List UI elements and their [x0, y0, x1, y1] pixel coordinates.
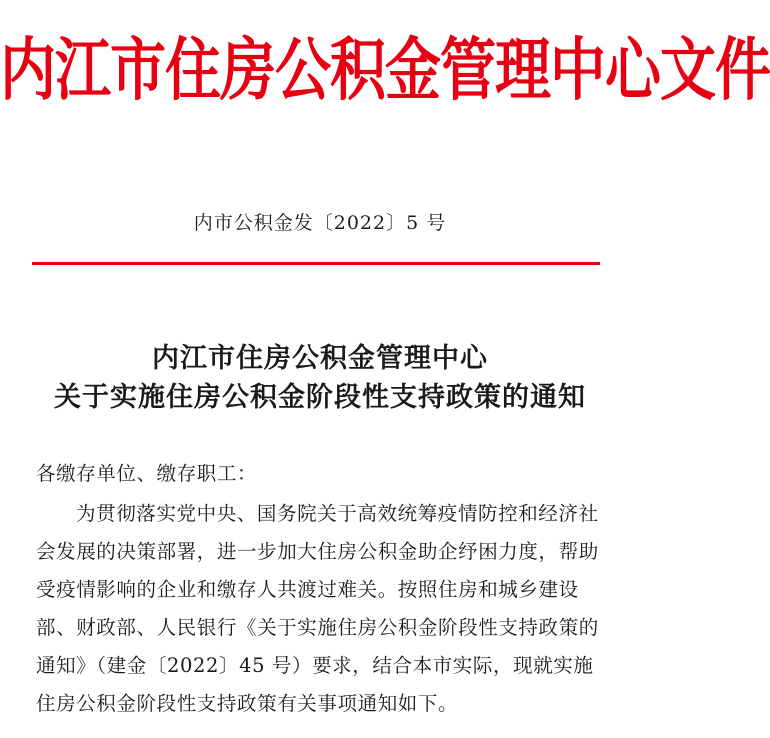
paragraph-line: 受疫情影响的企业和缴存人共渡过难关。按照住房和城乡建设 [36, 578, 579, 601]
paragraph-line: 通知》（建金〔2022〕45 号）要求，结合本市实际，现就实施 [36, 654, 594, 677]
notice-title-line-1: 内江市住房公积金管理中心 [152, 343, 488, 374]
paragraph-line: 部、财政部、人民银行《关于实施住房公积金阶段性支持政策的 [36, 616, 599, 639]
paragraph-line: 为贯彻落实党中央、国务院关于高效统筹疫情防控和经济社 [76, 502, 599, 525]
document-number: 内市公积金发〔2022〕5 号 [193, 212, 447, 234]
red-divider-line [32, 262, 600, 265]
masthead-title: 内江市住房公积金管理中心文件 [0, 31, 770, 111]
salutation: 各缴存单位、缴存职工： [36, 462, 258, 485]
paragraph-line: 住房公积金阶段性支持政策有关事项通知如下。 [36, 692, 459, 715]
paragraph-line: 会发展的决策部署，进一步加大住房公积金助企纾困力度，帮助 [36, 540, 599, 563]
notice-title-line-2: 关于实施住房公积金阶段性支持政策的通知 [54, 382, 586, 413]
